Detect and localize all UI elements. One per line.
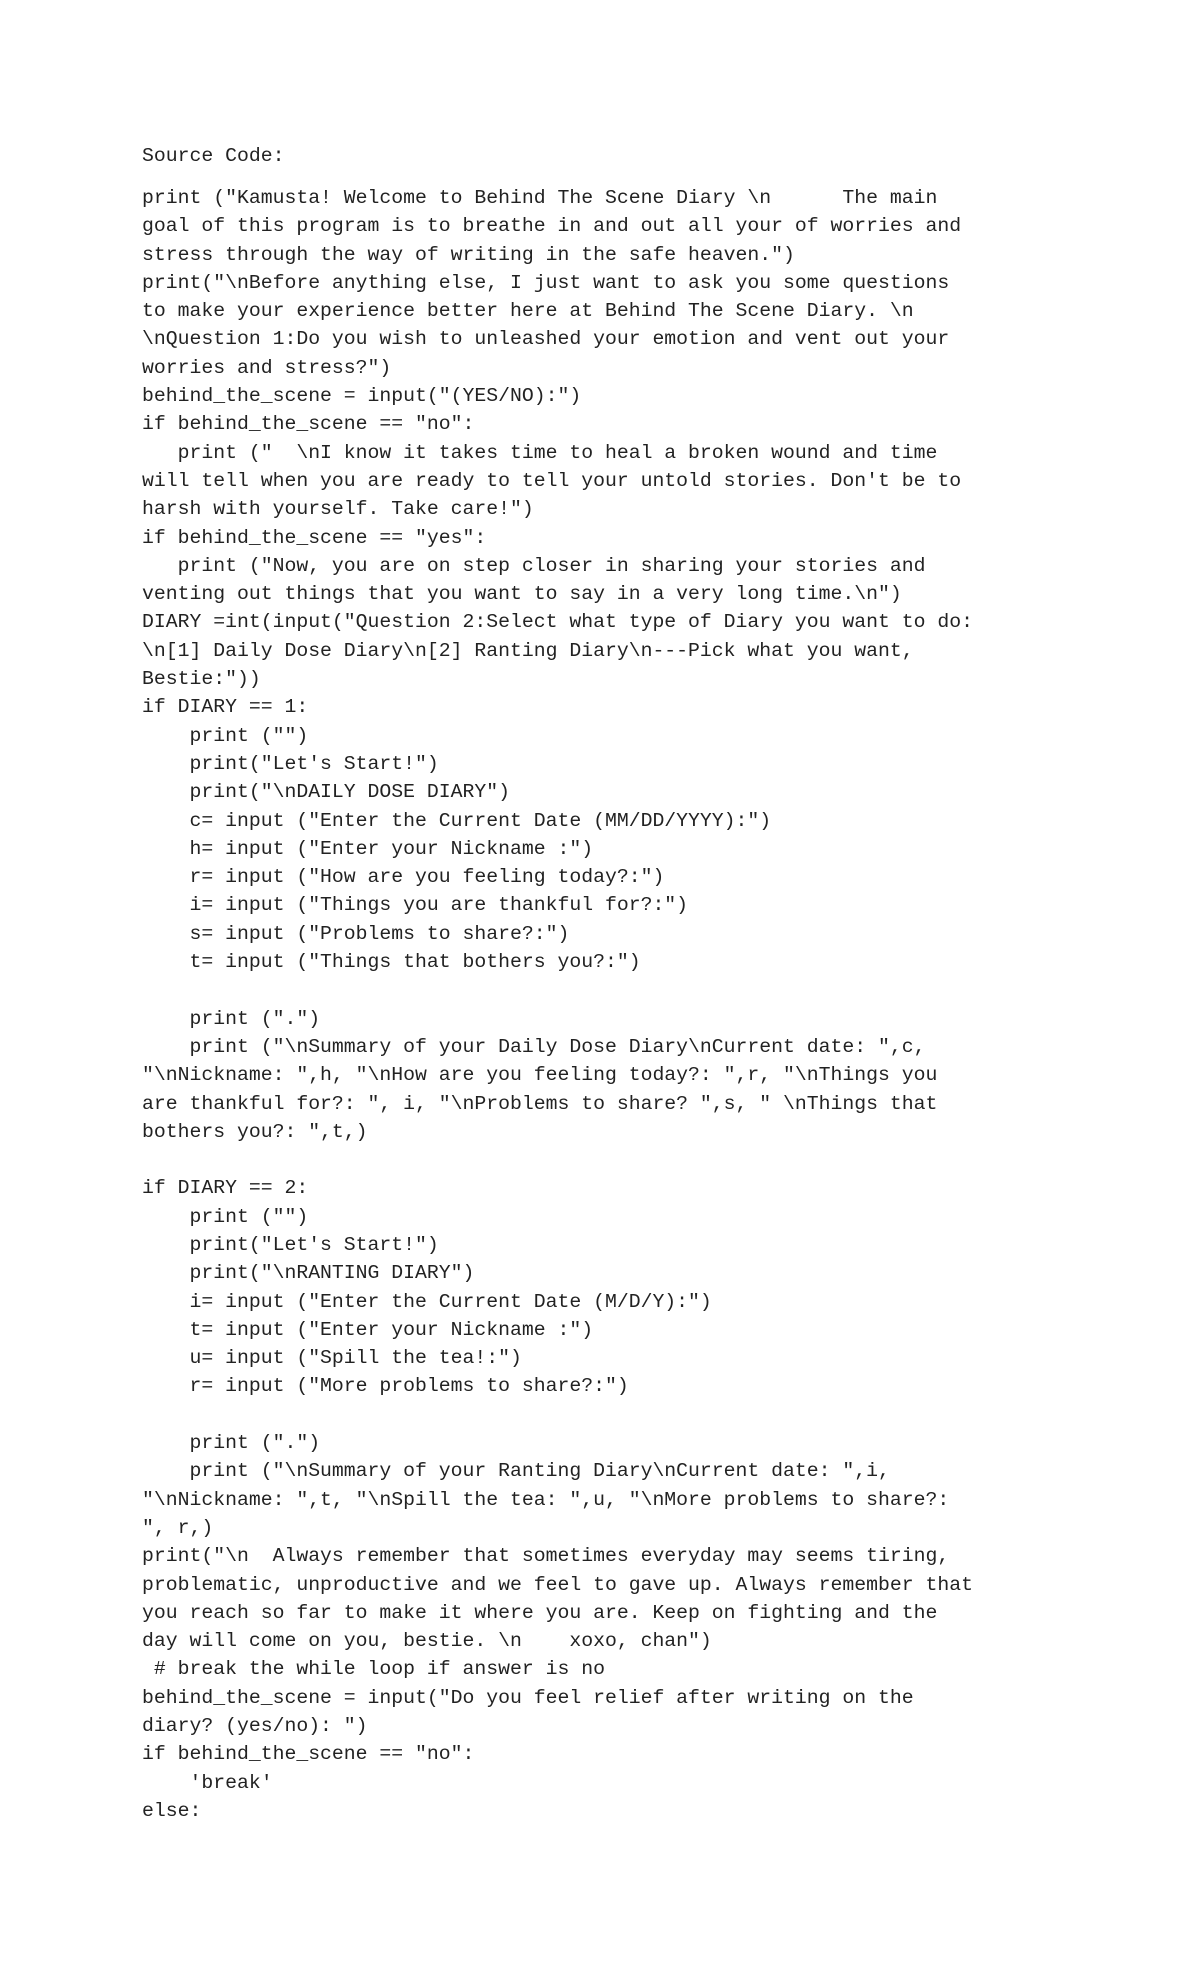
code-line: h= input ("Enter your Nickname :") — [142, 837, 594, 860]
code-line: print("\nDAILY DOSE DIARY") — [142, 781, 510, 804]
code-line: diary? (yes/no): ") — [142, 1715, 368, 1738]
code-line: r= input ("How are you feeling today?:") — [142, 866, 665, 889]
code-line: day will come on you, bestie. \n xoxo, chan") — [142, 1630, 712, 1653]
code-line: problematic, unproductive and we feel to gave up. Always remember that — [142, 1573, 973, 1596]
code-line: \nQuestion 1:Do you wish to unleashed your emotion and vent out your — [142, 328, 950, 351]
code-line: r= input ("More problems to share?:") — [142, 1375, 629, 1398]
code-line: if DIARY == 1: — [142, 696, 309, 719]
code-line: i= input ("Things you are thankful for?:") — [142, 894, 689, 917]
code-line — [142, 1146, 1082, 1174]
code-line: harsh with yourself. Take care!") — [142, 498, 534, 521]
source-code-block — [142, 184, 1082, 1825]
code-line: bothers you?: ",t,) — [142, 1120, 368, 1143]
code-line: i= input ("Enter the Current Date (M/D/Y):") — [142, 1290, 712, 1313]
section-heading: Source Code: — [142, 145, 285, 167]
code-line: print ("Now, you are on step closer in sharing your stories and — [142, 554, 926, 577]
code-line: c= input ("Enter the Current Date (MM/DD/YYYY):") — [142, 809, 772, 832]
code-line: if behind_the_scene == "no": — [142, 1743, 475, 1766]
code-line: goal of this program is to breathe in and out all your of worries and — [142, 215, 962, 238]
code-line: print (" \nI know it takes time to heal a broken wound and time — [142, 441, 938, 464]
code-line: print ("") — [142, 724, 309, 747]
code-line: print ("Kamusta! Welcome to Behind The Scene Diary \n The main — [142, 187, 938, 209]
code-line: print("\nBefore anything else, I just want to ask you some questions — [142, 271, 950, 294]
code-line: print ("\nSummary of your Daily Dose Diary\nCurrent date: ",c, — [142, 1035, 926, 1058]
code-line: Bestie:")) — [142, 668, 261, 691]
code-line: will tell when you are ready to tell your untold stories. Don't be to — [142, 469, 962, 492]
code-line: ", r,) — [142, 1516, 214, 1539]
code-line: print("Let's Start!") — [142, 752, 439, 775]
code-line: \n[1] Daily Dose Diary\n[2] Ranting Diary\n---Pick what you want, — [142, 639, 914, 662]
code-line: "\nNickname: ",t, "\nSpill the tea: ",u, "\nMore problems to share?: — [142, 1488, 950, 1511]
code-line: print (".") — [142, 1432, 321, 1455]
code-line: behind_the_scene = input("(YES/NO):") — [142, 385, 582, 408]
code-line: "\nNickname: ",h, "\nHow are you feeling today?: ",r, "\nThings you — [142, 1064, 938, 1087]
code-line: u= input ("Spill the tea!:") — [142, 1347, 522, 1370]
code-line: 'break' — [142, 1771, 273, 1794]
code-line: if DIARY == 2: — [142, 1177, 309, 1200]
code-line: else: — [142, 1799, 202, 1822]
code-line: t= input ("Enter your Nickname :") — [142, 1318, 594, 1341]
code-line — [142, 1401, 1082, 1429]
code-line: s= input ("Problems to share?:") — [142, 922, 570, 945]
code-line: print (".") — [142, 1007, 321, 1030]
code-line: print("\nRANTING DIARY") — [142, 1262, 475, 1285]
code-line: if behind_the_scene == "yes": — [142, 526, 487, 549]
code-line: print ("\nSummary of your Ranting Diary\nCurrent date: ",i, — [142, 1460, 890, 1483]
code-line: print ("") — [142, 1205, 309, 1228]
code-line: are thankful for?: ", i, "\nProblems to share? ",s, " \nThings that — [142, 1092, 938, 1115]
code-line: worries and stress?") — [142, 356, 392, 379]
code-line: print("Let's Start!") — [142, 1233, 439, 1256]
code-line: venting out things that you want to say in a very long time.\n") — [142, 583, 902, 606]
code-line: t= input ("Things that bothers you?:") — [142, 951, 641, 974]
code-line — [142, 976, 1082, 1004]
code-line: print("\n Always remember that sometimes everyday may seems tiring, — [142, 1545, 950, 1568]
code-line: DIARY =int(input("Question 2:Select what type of Diary you want to do: — [142, 611, 973, 634]
code-line: # break the while loop if answer is no — [142, 1658, 605, 1681]
code-line: to make your experience better here at Behind The Scene Diary. \n — [142, 300, 914, 323]
code-line: if behind_the_scene == "no": — [142, 413, 475, 436]
code-line: you reach so far to make it where you are. Keep on fighting and the — [142, 1601, 938, 1624]
code-line: behind_the_scene = input("Do you feel relief after writing on the — [142, 1686, 914, 1709]
code-line: stress through the way of writing in the safe heaven.") — [142, 243, 795, 266]
